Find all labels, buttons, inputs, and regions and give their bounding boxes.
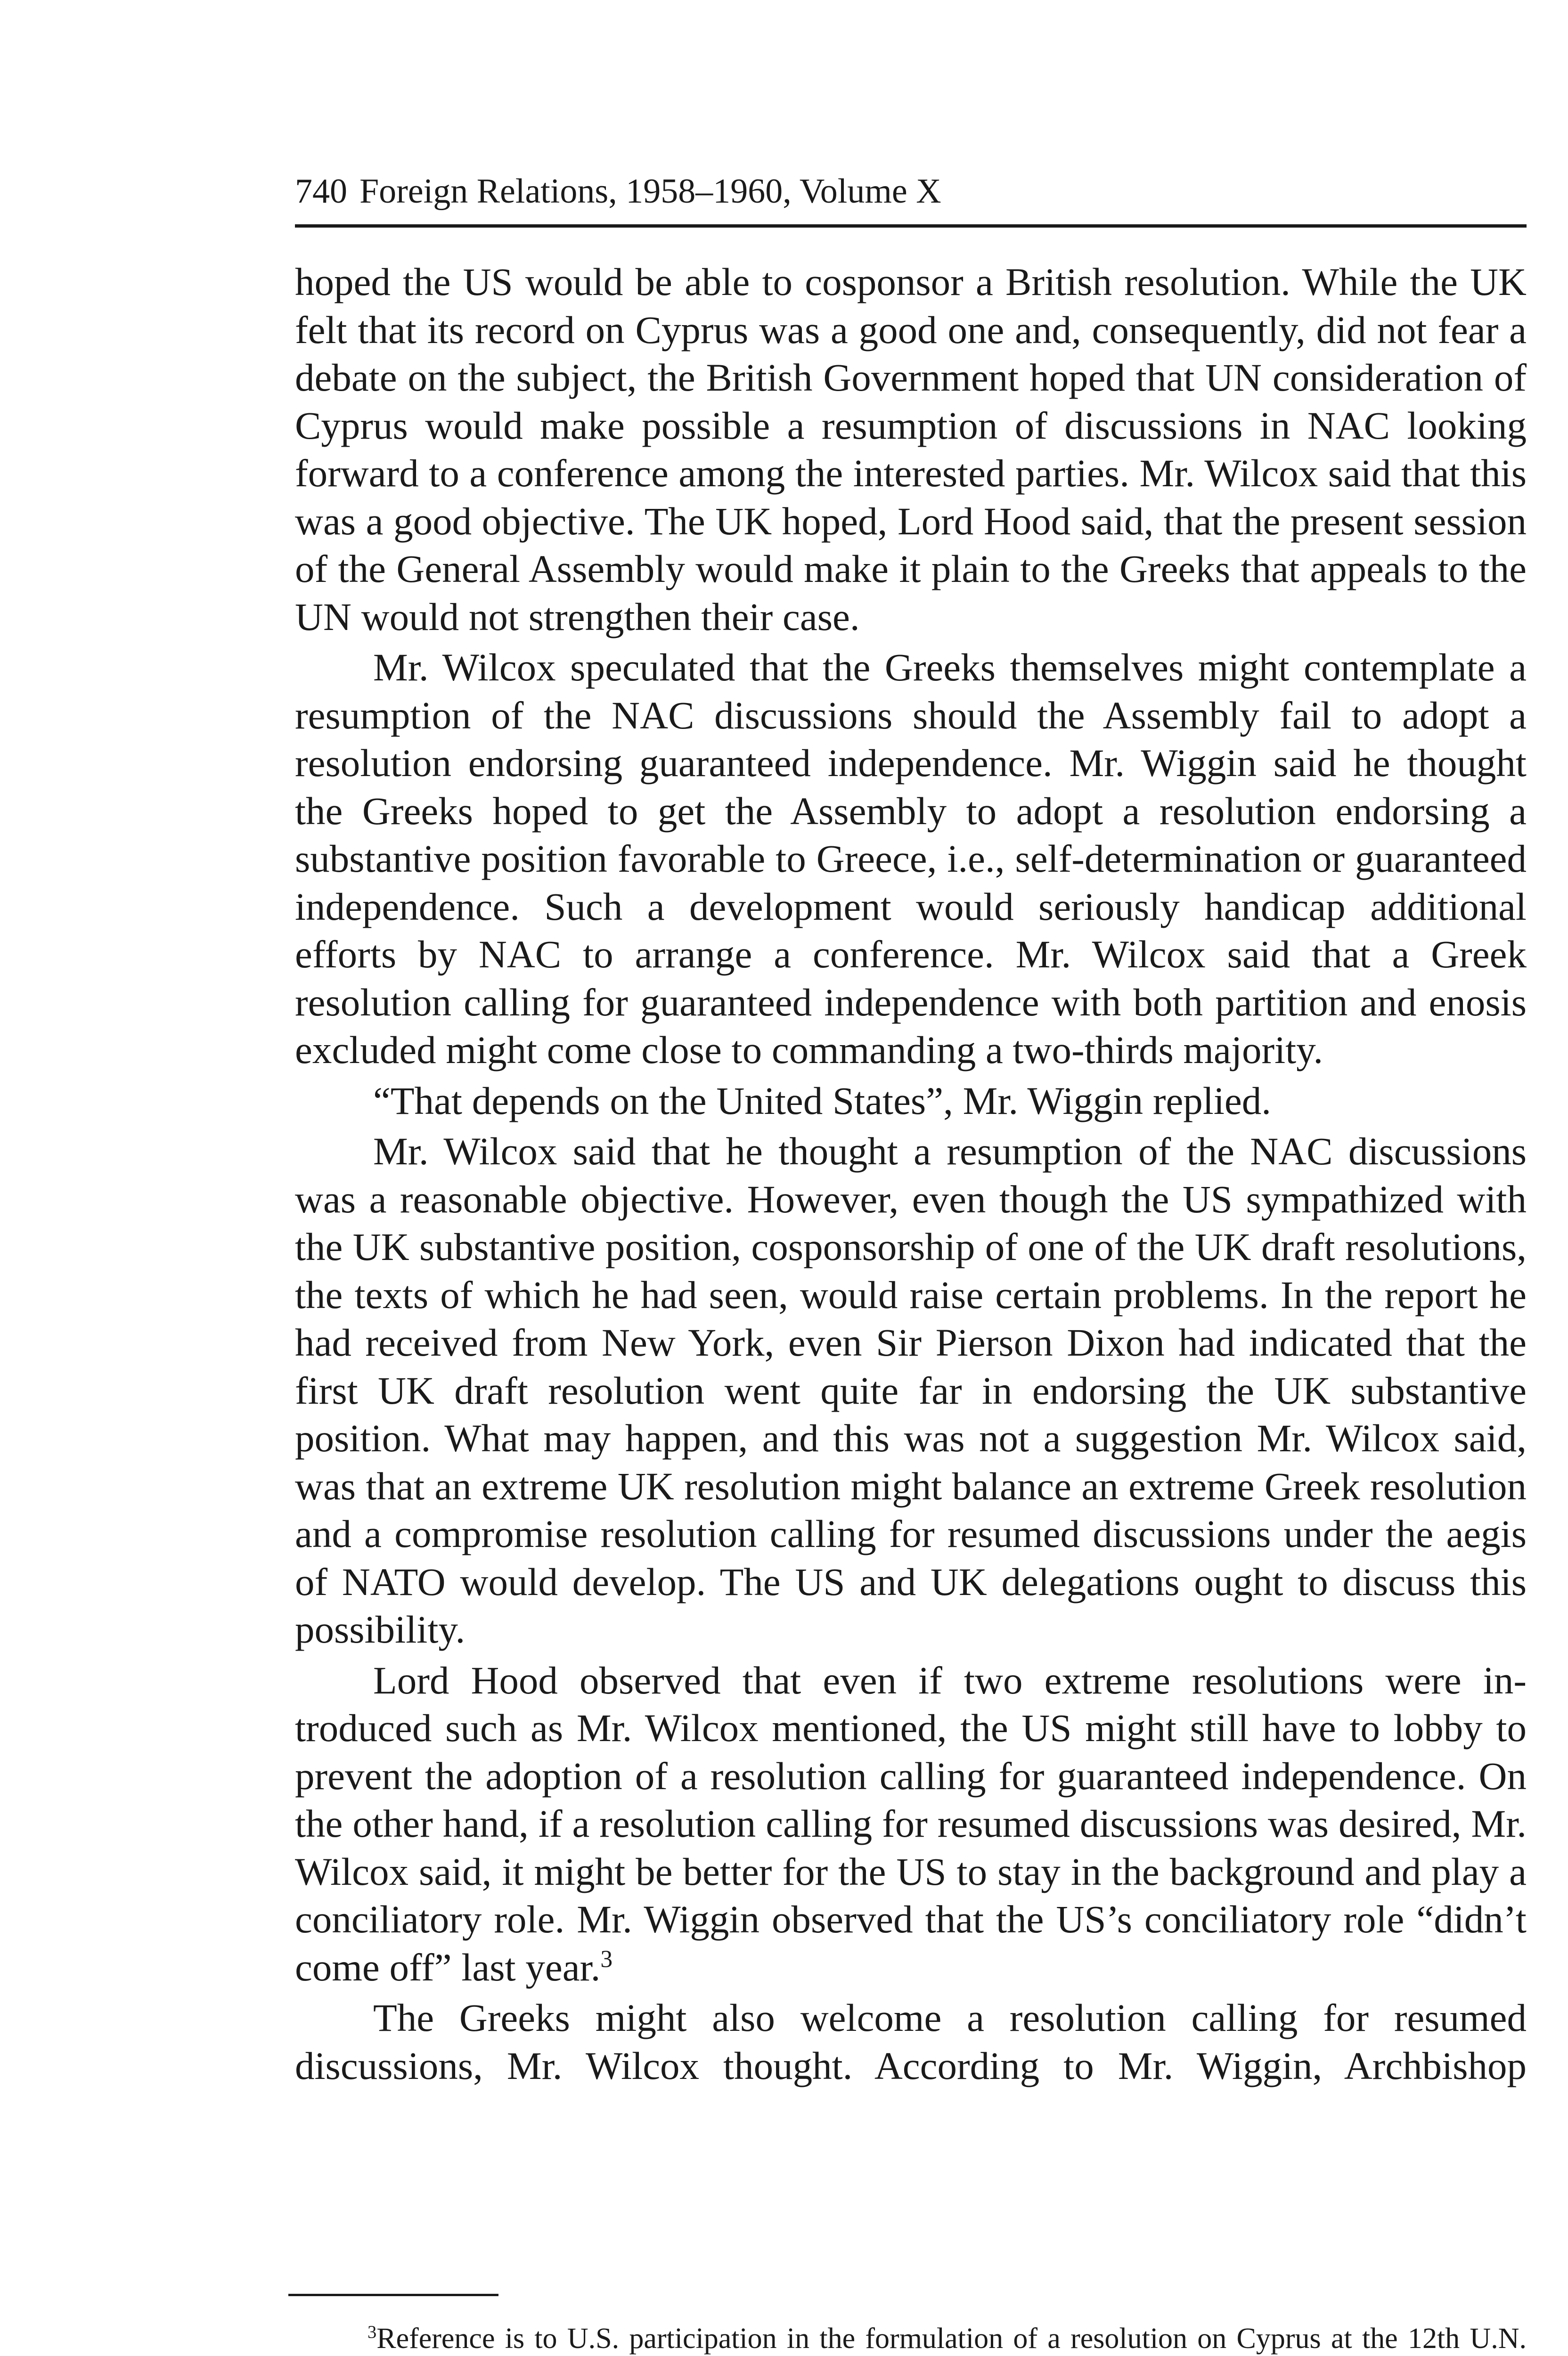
main-text [295, 258, 1527, 2093]
running-title: Foreign Relations, 1958–1960, Volume X [359, 172, 941, 211]
paragraph-1: hoped the US would be able to cosponsor a British resolution. While the UK felt that its record on Cyprus was a good one and, consequently, did not fear a debate on the subject, the British Government hoped that UN consideration of Cyprus would make possible a resumption of discussions in NAC looking forward to a conference among the interested parties. Mr. Wilcox said that this was a good objective. The UK hoped, Lord Hood said, that the present session of the General Assembly would make it plain to the Greeks that appeals to the UN would not strengthen their case. [295, 260, 1527, 638]
paragraph-3: “That depends on the United States”, Mr. Wiggin replied. [373, 1079, 1272, 1122]
footnote-rule [288, 2294, 498, 2296]
paragraph-4: Mr. Wilcox said that he thought a resumption of the NAC discussions was a reasonable objective. However, even though the US sympathized with the UK substantive position, cosponsorship of one of the UK draft resolutions, the texts of which he had seen, would raise certain problems. In the report he had received from New York, even Sir Pierson Dixon had indicated that the first UK draft resolution went quite far in endorsing the UK substantive position. What may happen, and this was not a suggestion Mr. Wilcox said, was that an extreme UK resolution might balance an extreme Greek resolution and a compromise resolution calling for resumed discussions under the aegis of NATO would develop. The US and UK delegations ought to discuss this possibility. [295, 1129, 1527, 1651]
paragraph-5-text: Lord Hood observed that even if two extreme resolutions were introduced such as Mr. Wilcox mentioned, the US might still have to lobby to prevent the adoption of a resolution calling for guaranteed independence. On the other hand, if a resolution calling for resumed discussions was desired, Mr. Wilcox said, it might be better for the US to stay in the background and play a conciliatory role. Mr. Wiggin observed that the US’s conciliatory role “didn’t come off” last year. [295, 1658, 1527, 1989]
header-rule [295, 224, 1527, 228]
footnote-marker: 3 [368, 2322, 377, 2342]
running-header [295, 168, 1527, 215]
page-number: 740 [295, 172, 347, 211]
footnote [288, 2320, 1527, 2356]
paragraph-5 [295, 1657, 1527, 1992]
footnote-text: Reference is to U.S. participation in the formulation of a resolution on Cyprus at the 12th U.N. [376, 2323, 1527, 2355]
paragraph-6: The Greeks might also welcome a resolution calling for resumed discussions, Mr. Wilcox thought. According to Mr. Wiggin, Archbishop [295, 1996, 1527, 2087]
paragraph-2: Mr. Wilcox speculated that the Greeks themselves might contemplate a resumption of the NAC discussions should the Assembly fail to adopt a resolution endorsing guaranteed independence. Mr. Wiggin said he thought the Greeks hoped to get the Assembly to adopt a resolution endorsing a substantive position favorable to Greece, i.e., self-determination or guaranteed independence. Such a development would seriously handicap additional efforts by NAC to arrange a conference. Mr. Wilcox said that a Greek resolution calling for guaranteed independence with both partition and enosis excluded might come close to commanding a two-thirds majority. [295, 646, 1527, 1072]
footnote-reference: 3 [600, 1945, 613, 1972]
